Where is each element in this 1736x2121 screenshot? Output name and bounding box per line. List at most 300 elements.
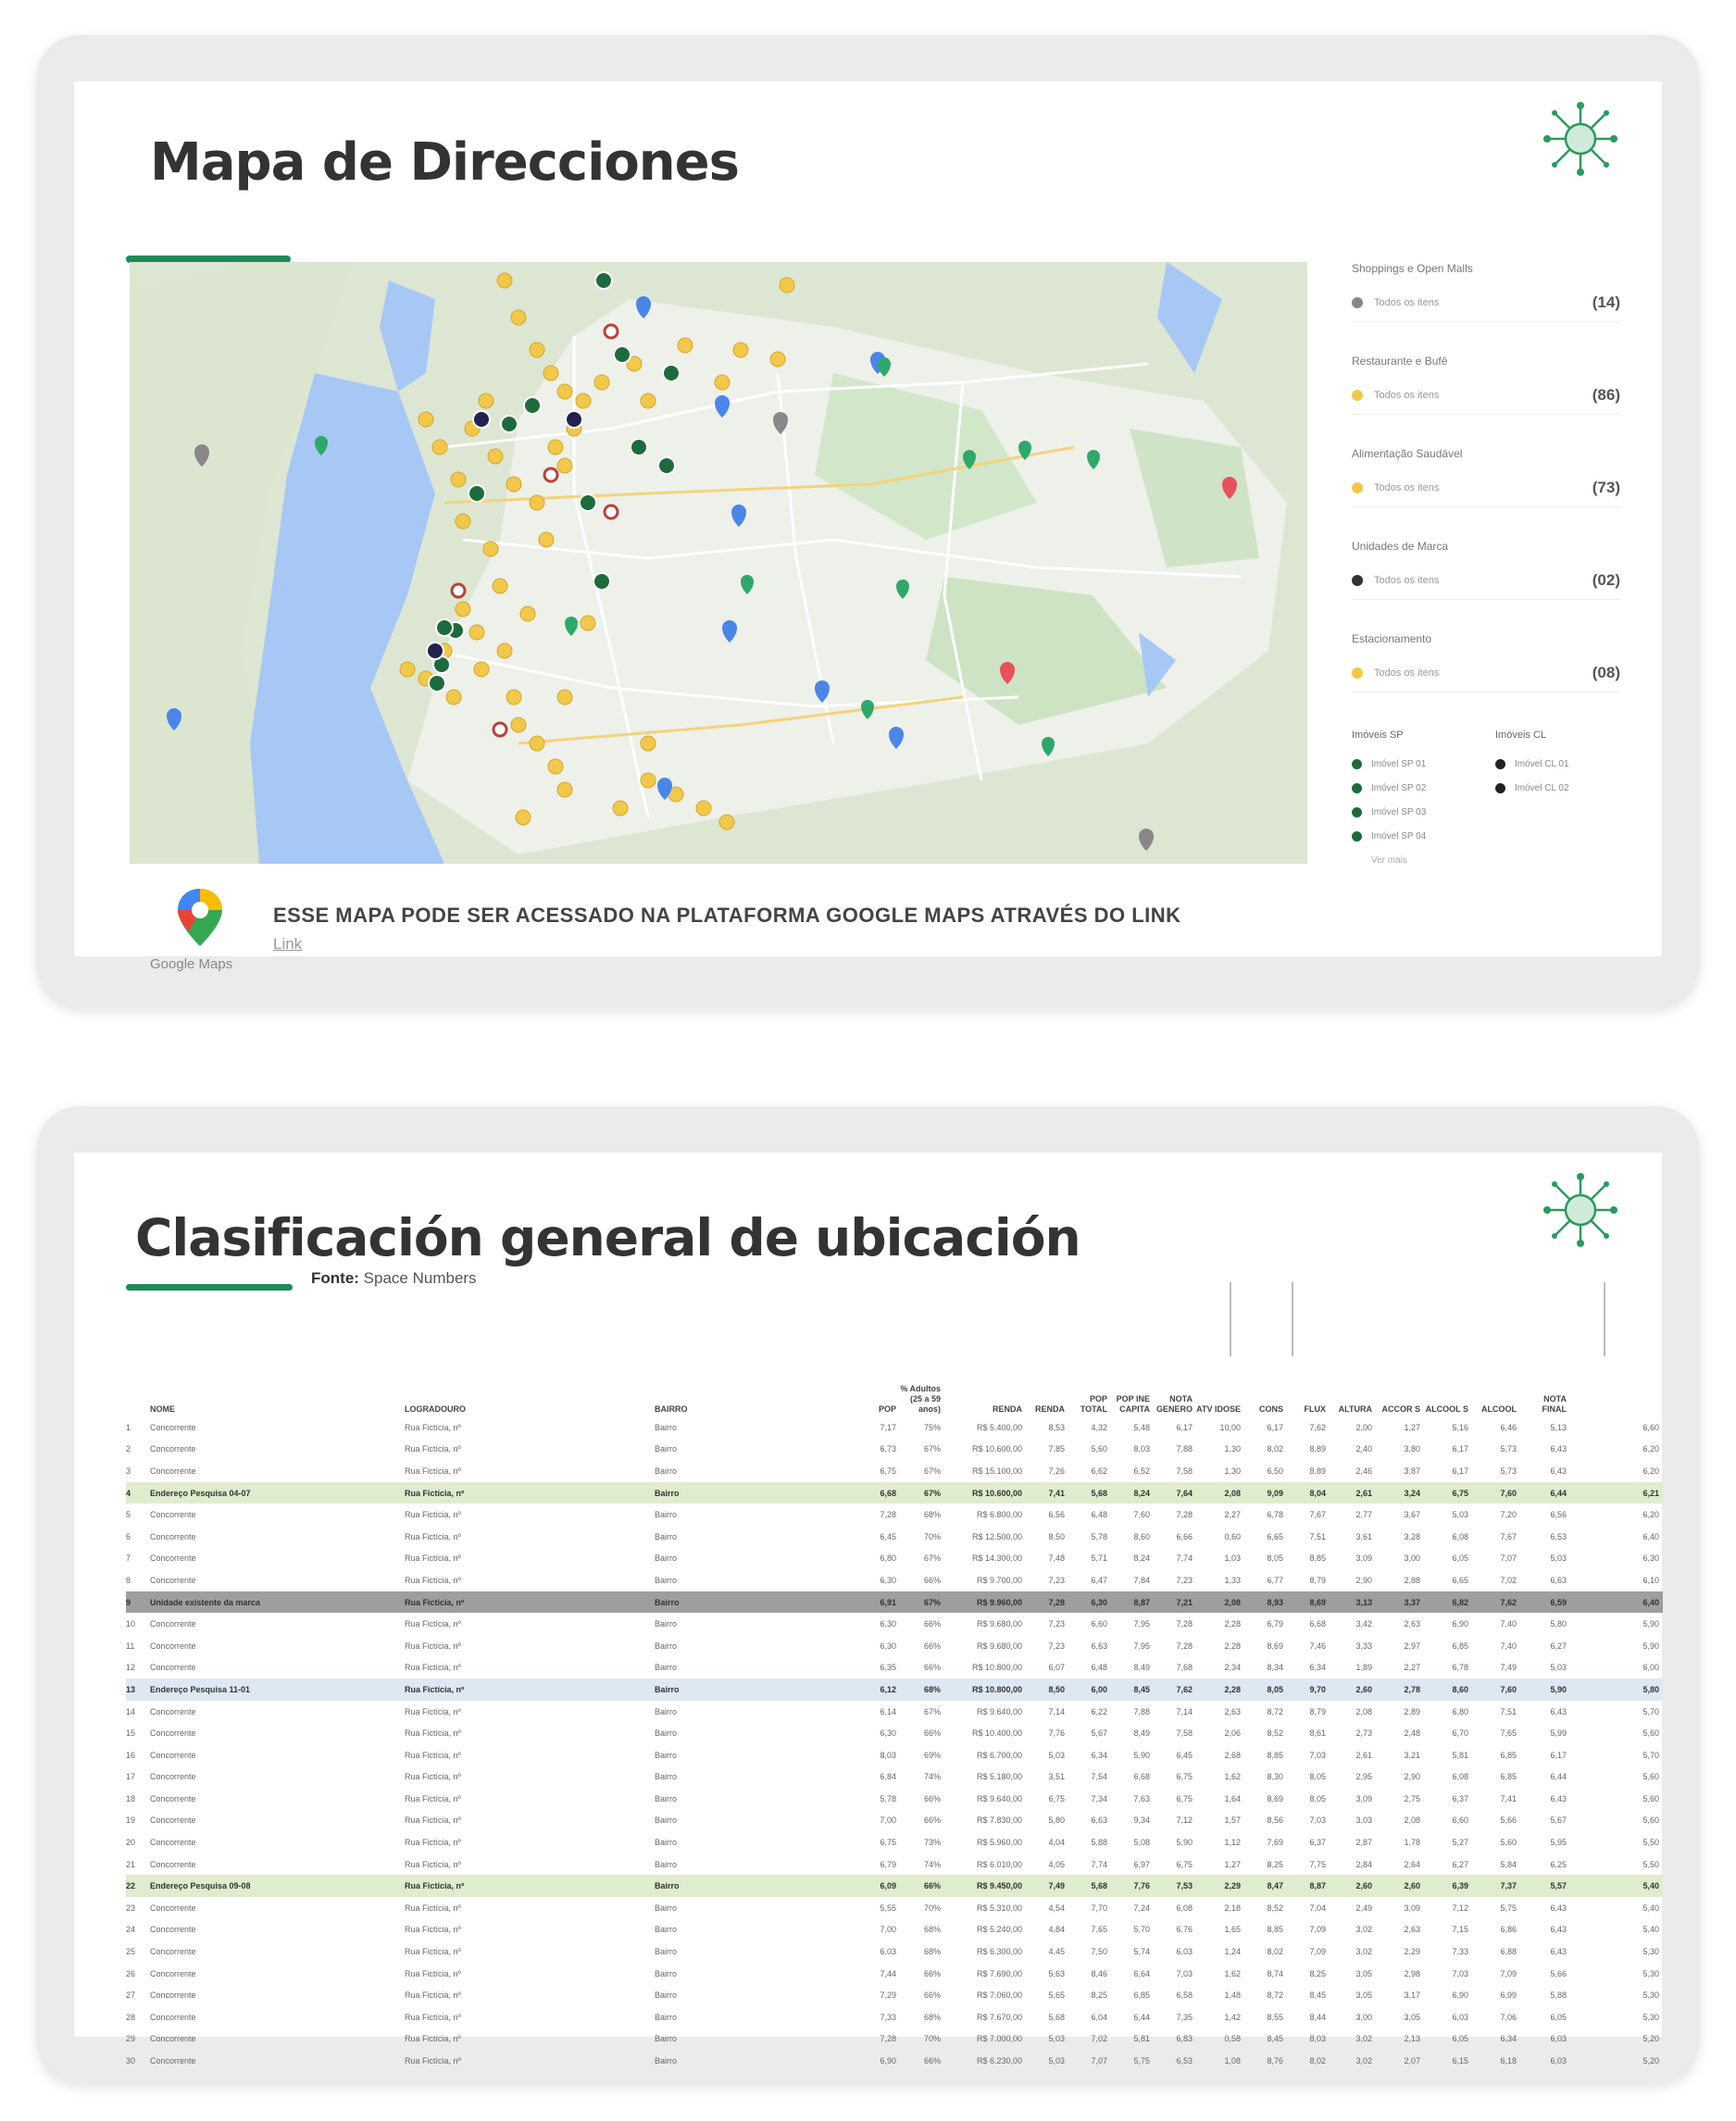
cell-value: 2,84 (1355, 1859, 1372, 1869)
legend-marker-icon (1352, 807, 1362, 817)
cell-value: 4,84 (1048, 1925, 1065, 1935)
cell-value: 6,58 (1176, 1990, 1193, 2001)
cell-value: 5,55 (880, 1903, 896, 1913)
cell-value: 6,34 (1309, 1663, 1326, 1673)
col-header: NOTA FINAL (1542, 1394, 1567, 1414)
cell-value: 9,70 (1287, 1678, 1330, 1701)
cell-value: 8,87 (1287, 1875, 1330, 1897)
cell-value: 8,02 (1309, 2056, 1326, 2066)
cell-value: 2,75 (1404, 1793, 1420, 1803)
table-row[interactable] (126, 1875, 1663, 1897)
table-row[interactable] (126, 1810, 1663, 1832)
cell-value: R$ 10.400,00 (971, 1728, 1022, 1739)
cell-value: 6,00 (1068, 1678, 1111, 1701)
cell-value: 2,60 (1330, 1678, 1376, 1701)
cell-value: 7,23 (1048, 1641, 1065, 1651)
cell-value: 1,27 (1404, 1422, 1420, 1432)
cell-value: 5,75 (1500, 1903, 1517, 1913)
cell-value: 7,58 (1176, 1728, 1193, 1739)
cell-value: 4,45 (1048, 1947, 1065, 1957)
cell-value: 66% (923, 1619, 941, 1629)
cell-value: 8,46 (1091, 1968, 1107, 1978)
legend-count: (08) (1592, 664, 1620, 681)
cell-value: 3,13 (1330, 1591, 1376, 1614)
cell-value: 6,03 (880, 1947, 896, 1957)
cell-addr: Rua Fictícia, nº (405, 1925, 461, 1935)
cell-value: 6,17 (1267, 1422, 1283, 1432)
cell-value: 7,00 (880, 1925, 896, 1935)
table-row[interactable] (126, 2006, 1663, 2028)
legend-marker-icon (1352, 667, 1363, 679)
cell-value: 7,04 (1309, 1903, 1326, 1913)
cell-value: 6,60 (1091, 1619, 1107, 1629)
cell-value: 5,70 (1642, 1750, 1659, 1760)
cell-value: 7,09 (1309, 1925, 1326, 1935)
cell-value: 6,30 (880, 1619, 896, 1629)
cell-hood: Bairro (655, 2034, 678, 2044)
cell-value: 6,45 (880, 1531, 896, 1541)
cell-hood: Bairro (655, 1990, 678, 2001)
cell-value: 7,50 (1091, 1947, 1107, 1957)
cell-hood: Bairro (655, 1750, 678, 1760)
table-row[interactable] (126, 1613, 1663, 1635)
cell-value: 8,04 (1287, 1482, 1330, 1504)
legend-item-label: Todos os itens (1374, 482, 1440, 493)
cell-value: 8,49 (1133, 1663, 1150, 1673)
col-header: POP INE CAPITA (1116, 1394, 1150, 1414)
cell-value: 67% (923, 1444, 941, 1454)
legend-group (1352, 355, 1620, 415)
cell-value: 5,08 (1133, 1838, 1150, 1848)
table-row[interactable] (126, 1788, 1663, 1810)
table-row[interactable] (126, 1897, 1663, 1919)
cell-value: 7,65 (1500, 1728, 1517, 1739)
cell-value: R$ 10.600,00 (971, 1444, 1022, 1454)
table-row[interactable] (126, 1416, 1663, 1439)
cell-value: 8,89 (1309, 1466, 1326, 1476)
cell-value: 4,32 (1091, 1422, 1107, 1432)
table-row[interactable] (126, 1984, 1663, 2006)
legend-small-label: Imóvel SP 03 (1371, 806, 1427, 817)
cell-value: 5,74 (1133, 1947, 1150, 1957)
cell-value: 3,02 (1355, 1947, 1372, 1957)
cell-addr: Rua Fictícia, nº (405, 1968, 461, 1978)
cell-name: Concorrente (150, 1663, 196, 1673)
cell-value: 7,20 (1500, 1510, 1517, 1520)
cell-value: 5,90 (1520, 1678, 1570, 1701)
table-row[interactable] (126, 1919, 1663, 1941)
cell-value: 67% (900, 1482, 944, 1504)
cell-value: 6,53 (1176, 2056, 1193, 2066)
legend-small-row[interactable] (1352, 800, 1426, 824)
cell-value: 2,08 (1355, 1706, 1372, 1716)
cell-value: 7,58 (1176, 1466, 1193, 1476)
table-row[interactable] (126, 1853, 1663, 1876)
cell-value: 5,84 (1500, 1859, 1517, 1869)
cell-value: 6,25 (1550, 1859, 1567, 1869)
legend-small-row[interactable] (1352, 752, 1426, 776)
cell-value: 68% (923, 1510, 941, 1520)
cell-value: 7,62 (1154, 1678, 1196, 1701)
cell-value: 6,64 (1133, 1968, 1150, 1978)
cell-n: 3 (126, 1466, 131, 1476)
cell-value: 7,23 (1176, 1575, 1193, 1585)
cell-value: 2,61 (1355, 1750, 1372, 1760)
cell-value: 68% (923, 2012, 941, 2022)
cell-value: 6,75 (1176, 1793, 1193, 1803)
cell-value: 69% (923, 1750, 941, 1760)
cell-value: 3,02 (1355, 2034, 1372, 2044)
cell-value: 7,95 (1133, 1641, 1150, 1651)
cell-value: 5,48 (1133, 1422, 1150, 1432)
cell-value: 5,80 (1550, 1619, 1567, 1629)
cell-value: 5,78 (1091, 1531, 1107, 1541)
cell-value: 5,30 (1642, 1947, 1659, 1957)
cell-name: Concorrente (150, 1772, 196, 1782)
cell-value: R$ 9.640,00 (976, 1706, 1022, 1716)
cell-value: 6,85 (1500, 1750, 1517, 1760)
cell-name: Concorrente (150, 1619, 196, 1629)
cell-value: 5,20 (1642, 2034, 1659, 2044)
cell-name: Concorrente (150, 1925, 196, 1935)
table-row[interactable] (126, 1766, 1663, 1789)
cell-value: 7,60 (1472, 1482, 1520, 1504)
cell-value: 6,03 (1176, 1947, 1193, 1957)
cell-value: 5,78 (880, 1793, 896, 1803)
cell-value: 70% (923, 2034, 941, 2044)
table-row[interactable] (126, 1439, 1663, 1461)
cell-value: 5,30 (1642, 2012, 1659, 2022)
legend-row[interactable] (1352, 664, 1620, 682)
cell-value: 5,03 (1452, 1510, 1468, 1520)
cell-value: 73% (923, 1838, 941, 1848)
cell-value: 6,40 (1570, 1591, 1663, 1614)
location-ranking-table (126, 1342, 1700, 2083)
cell-value: 70% (923, 1531, 941, 1541)
cell-value: 1,62 (1224, 1968, 1241, 1978)
cell-addr: Rua Fictícia, nº (405, 2012, 461, 2022)
cell-addr: Rua Fictícia, nº (405, 1838, 461, 1848)
legend-count: (86) (1592, 386, 1620, 404)
cell-value: 6,20 (1642, 1444, 1659, 1454)
cell-n: 2 (126, 1444, 131, 1454)
cell-value: 7,28 (1026, 1591, 1068, 1614)
cell-value: 5,68 (1068, 1875, 1111, 1897)
cell-value: 8,61 (1309, 1728, 1326, 1739)
cell-value: 7,17 (880, 1422, 896, 1432)
cell-n: 28 (126, 2012, 136, 2022)
cell-value: 2,07 (1404, 2056, 1420, 2066)
cell-hood: Bairro (655, 1466, 678, 1476)
cell-n: 29 (126, 2034, 136, 2044)
cell-value: 8,45 (1267, 2034, 1283, 2044)
cell-value: 8,89 (1309, 1444, 1326, 1454)
cell-value: 8,72 (1267, 1706, 1283, 1716)
table-row[interactable] (126, 1526, 1663, 1548)
cell-value: 2,60 (1330, 1875, 1376, 1897)
cell-value: 7,07 (1091, 2056, 1107, 2066)
table-row[interactable] (126, 1744, 1663, 1766)
cell-value: 7,75 (1309, 1859, 1326, 1869)
cell-value: 6,00 (1642, 1663, 1659, 1673)
cell-n: 23 (126, 1903, 136, 1913)
cell-value: 5,30 (1642, 1968, 1659, 1978)
cell-addr: Rua Fictícia, nº (405, 1553, 461, 1564)
cell-value: 7,60 (1472, 1678, 1520, 1701)
cell-value: 7,07 (1500, 1553, 1517, 1564)
cell-value: 6,73 (880, 1444, 896, 1454)
cell-value: 5,90 (1642, 1619, 1659, 1629)
cell-value: 7,46 (1309, 1641, 1326, 1651)
cell-name: Concorrente (150, 1968, 196, 1978)
cell-n: 18 (126, 1793, 136, 1803)
cell-value: 3,17 (1404, 1990, 1420, 2001)
cell-value: 2,28 (1196, 1678, 1244, 1701)
cell-n: 12 (126, 1663, 136, 1673)
cell-value: 6,48 (1091, 1510, 1107, 1520)
cell-value: 6,04 (1091, 2012, 1107, 2022)
legend-marker-icon (1495, 759, 1505, 769)
table-row[interactable] (126, 2028, 1663, 2051)
cell-value: 6,53 (1550, 1531, 1567, 1541)
cell-hood: Bairro (655, 1838, 678, 1848)
cell-value: 6,88 (1500, 1947, 1517, 1957)
cell-addr: Rua Fictícia, nº (405, 2056, 461, 2066)
cell-value: 2,88 (1404, 1575, 1420, 1585)
cell-addr: Rua Fictícia, nº (405, 1619, 461, 1629)
cell-value: 5,60 (1642, 1772, 1659, 1782)
legend-row[interactable] (1352, 386, 1620, 405)
cell-addr: Rua Fictícia, nº (405, 1859, 461, 1869)
cell-value: 7,95 (1133, 1619, 1150, 1629)
cell-value: 5,81 (1133, 2034, 1150, 2044)
cell-value: 7,34 (1091, 1793, 1107, 1803)
cell-value: 6,59 (1520, 1591, 1570, 1614)
legend-divider (1352, 321, 1620, 322)
cell-value: 8,34 (1267, 1663, 1283, 1673)
cell-value: 6,14 (880, 1706, 896, 1716)
cell-name: Concorrente (150, 1838, 196, 1848)
cell-value: R$ 5.180,00 (976, 1772, 1022, 1782)
cell-value: 3,02 (1355, 1925, 1372, 1935)
table-row[interactable] (126, 1831, 1663, 1853)
cell-value: 5,90 (1133, 1750, 1150, 1760)
cell-addr: Rua Fictícia, nº (405, 1903, 461, 1913)
cell-value: 4,05 (1048, 1859, 1065, 1869)
cell-value: 5,66 (1550, 1968, 1567, 1978)
address-map[interactable] (130, 262, 1307, 864)
cell-value: 5,03 (1550, 1663, 1567, 1673)
cell-value: 5,30 (1642, 1990, 1659, 2001)
cell-value: 5,60 (1642, 1728, 1659, 1739)
col-header: POP (878, 1404, 896, 1414)
cell-value: 2,08 (1196, 1591, 1244, 1614)
cell-value: 7,03 (1452, 1968, 1468, 1978)
cell-value: 2,34 (1224, 1663, 1241, 1673)
cell-value: 6,22 (1091, 1706, 1107, 1716)
legend-item-label: Todos os itens (1374, 667, 1440, 679)
cell-value: R$ 6.230,00 (976, 2056, 1022, 2066)
cell-value: 2,64 (1404, 1859, 1420, 1869)
table-row[interactable] (126, 2050, 1663, 2072)
cell-name: Concorrente (150, 1641, 196, 1651)
cell-addr: Rua Fictícia, nº (405, 1706, 461, 1716)
cell-value: 5,68 (1048, 2012, 1065, 2022)
cell-value: 6,80 (880, 1553, 896, 1564)
cell-value: 5,60 (1642, 1815, 1659, 1826)
cell-value: 3,05 (1355, 1968, 1372, 1978)
legend-small-row[interactable] (1495, 752, 1569, 776)
cell-hood: Bairro (655, 1793, 678, 1803)
legend-small-title: Imóveis SP (1352, 730, 1404, 741)
cell-value: R$ 9.680,00 (976, 1619, 1022, 1629)
cell-hood: Bairro (655, 1510, 678, 1520)
cell-value: 7,48 (1048, 1553, 1065, 1564)
cell-value: 8,03 (1133, 1444, 1150, 1454)
table-row[interactable] (126, 1657, 1663, 1679)
cell-n: 13 (126, 1678, 150, 1701)
cell-value: 7,88 (1133, 1706, 1150, 1716)
cell-value: 5,80 (1570, 1678, 1663, 1701)
cell-value: 5,57 (1520, 1875, 1570, 1897)
legend-row[interactable] (1352, 293, 1620, 312)
table-row[interactable] (126, 1963, 1663, 1985)
cell-value: 3,42 (1355, 1619, 1372, 1629)
cell-value: 6,70 (1452, 1728, 1468, 1739)
legend-small-title: Imóveis CL (1495, 730, 1547, 741)
cell-hood: Bairro (655, 1875, 868, 1897)
legend-small-row[interactable] (1352, 776, 1426, 800)
legend-group-title: Estacionamento (1352, 632, 1432, 645)
table-row[interactable] (126, 1460, 1663, 1482)
cell-value: 6,65 (1452, 1575, 1468, 1585)
table-slide (74, 1153, 1662, 2066)
cell-n: 16 (126, 1750, 136, 1760)
cell-value: 5,03 (1048, 1750, 1065, 1760)
map-slide (74, 81, 1662, 972)
cell-value: 3,24 (1376, 1482, 1424, 1504)
legend-more-link[interactable]: Ver mais (1371, 855, 1407, 866)
legend-marker-icon (1352, 297, 1363, 308)
cell-value: 5,13 (1550, 1422, 1567, 1432)
legend-row[interactable] (1352, 571, 1620, 590)
table-row[interactable] (126, 1701, 1663, 1723)
cell-value: 7,23 (1048, 1619, 1065, 1629)
cell-value: 6,05 (1452, 2034, 1468, 2044)
cell-value: R$ 7.830,00 (976, 1815, 1022, 1826)
cell-value: 7,51 (1309, 1531, 1326, 1541)
cell-value: 2,73 (1355, 1728, 1372, 1739)
cell-value: 6,80 (1452, 1706, 1468, 1716)
cell-value: 8,45 (1111, 1678, 1154, 1701)
cell-value: 2,29 (1196, 1875, 1244, 1897)
cell-value: 7,03 (1309, 1815, 1326, 1826)
table-row[interactable] (126, 1482, 1663, 1504)
cell-value: 6,44 (1520, 1482, 1570, 1504)
cell-value: 7,00 (880, 1815, 896, 1826)
cell-value: 2,06 (1224, 1728, 1241, 1739)
cell-value: 6,50 (1267, 1466, 1283, 1476)
cell-value: 8,52 (1267, 1728, 1283, 1739)
table-row[interactable] (126, 1678, 1663, 1701)
cell-value: 2,49 (1355, 1903, 1372, 1913)
table-row[interactable] (126, 1569, 1663, 1591)
cell-value: 67% (923, 1466, 941, 1476)
cell-value: 0,60 (1224, 1531, 1241, 1541)
cell-value: 6,05 (1550, 2012, 1567, 2022)
cell-n: 21 (126, 1859, 136, 1869)
cell-value: 8,50 (1026, 1678, 1068, 1701)
cell-hood: Bairro (655, 1859, 678, 1869)
cell-value: 6,43 (1550, 1903, 1567, 1913)
cell-value: 2,98 (1404, 1968, 1420, 1978)
legend-group-title: Alimentação Saudável (1352, 447, 1463, 460)
cell-value: 5,50 (1642, 1838, 1659, 1848)
cell-value: 2,27 (1224, 1510, 1241, 1520)
cell-value: 7,68 (1176, 1663, 1193, 1673)
cell-value: 3,33 (1355, 1641, 1372, 1651)
cell-value: 5,16 (1452, 1422, 1468, 1432)
cell-n: 17 (126, 1772, 136, 1782)
cell-value: 8,25 (1267, 1859, 1283, 1869)
cell-value: 8,24 (1111, 1482, 1154, 1504)
cell-value: 6,37 (1452, 1793, 1468, 1803)
cell-hood: Bairro (655, 1968, 678, 1978)
cell-value: 2,89 (1404, 1706, 1420, 1716)
cell-n: 22 (126, 1875, 150, 1897)
cell-value: 2,18 (1224, 1903, 1241, 1913)
cell-value: 7,21 (1154, 1591, 1196, 1614)
cell-value: 2,63 (1404, 1619, 1420, 1629)
cell-value: 1,57 (1224, 1815, 1241, 1826)
cell-value: 8,02 (1267, 1444, 1283, 1454)
cell-addr: Rua Fictícia, nº (405, 1793, 461, 1803)
cell-value: 6,46 (1500, 1422, 1517, 1432)
cell-n: 27 (126, 1990, 136, 2001)
legend-small-row[interactable] (1495, 776, 1569, 800)
table-row[interactable] (126, 1635, 1663, 1657)
table-row[interactable] (126, 1503, 1663, 1526)
cell-name: Endereço Pesquisa 11-01 (150, 1678, 405, 1701)
cell-name: Concorrente (150, 1575, 196, 1585)
table-row[interactable] (126, 1591, 1663, 1614)
cell-value: 6,65 (1267, 1531, 1283, 1541)
cell-n: 5 (126, 1510, 131, 1520)
cell-value: 10,00 (1219, 1422, 1241, 1432)
table-row[interactable] (126, 1548, 1663, 1570)
table-row[interactable] (126, 1722, 1663, 1744)
map-link[interactable]: Link (273, 935, 303, 953)
cell-value: 6,79 (880, 1859, 896, 1869)
cell-value: 1,30 (1224, 1466, 1241, 1476)
table-row[interactable] (126, 1940, 1663, 1963)
cell-value: 8,93 (1244, 1591, 1287, 1614)
cell-value: 8,60 (1133, 1531, 1150, 1541)
cell-value: 1,24 (1224, 1947, 1241, 1957)
col-header: POP TOTAL (1080, 1394, 1107, 1414)
cell-value: 1,03 (1224, 1553, 1241, 1564)
legend-small-row[interactable] (1352, 824, 1426, 848)
legend-row[interactable] (1352, 479, 1620, 497)
cell-hood: Bairro (655, 1641, 678, 1651)
cell-addr: Rua Fictícia, nº (405, 1947, 461, 1957)
cell-value: R$ 5.960,00 (976, 1838, 1022, 1848)
cell-value: 8,74 (1267, 1968, 1283, 1978)
cell-value: 8,03 (880, 1750, 896, 1760)
cell-value: R$ 7.060,00 (976, 1990, 1022, 2001)
cell-value: 6,91 (868, 1591, 900, 1614)
cell-hood: Bairro (655, 1575, 678, 1585)
